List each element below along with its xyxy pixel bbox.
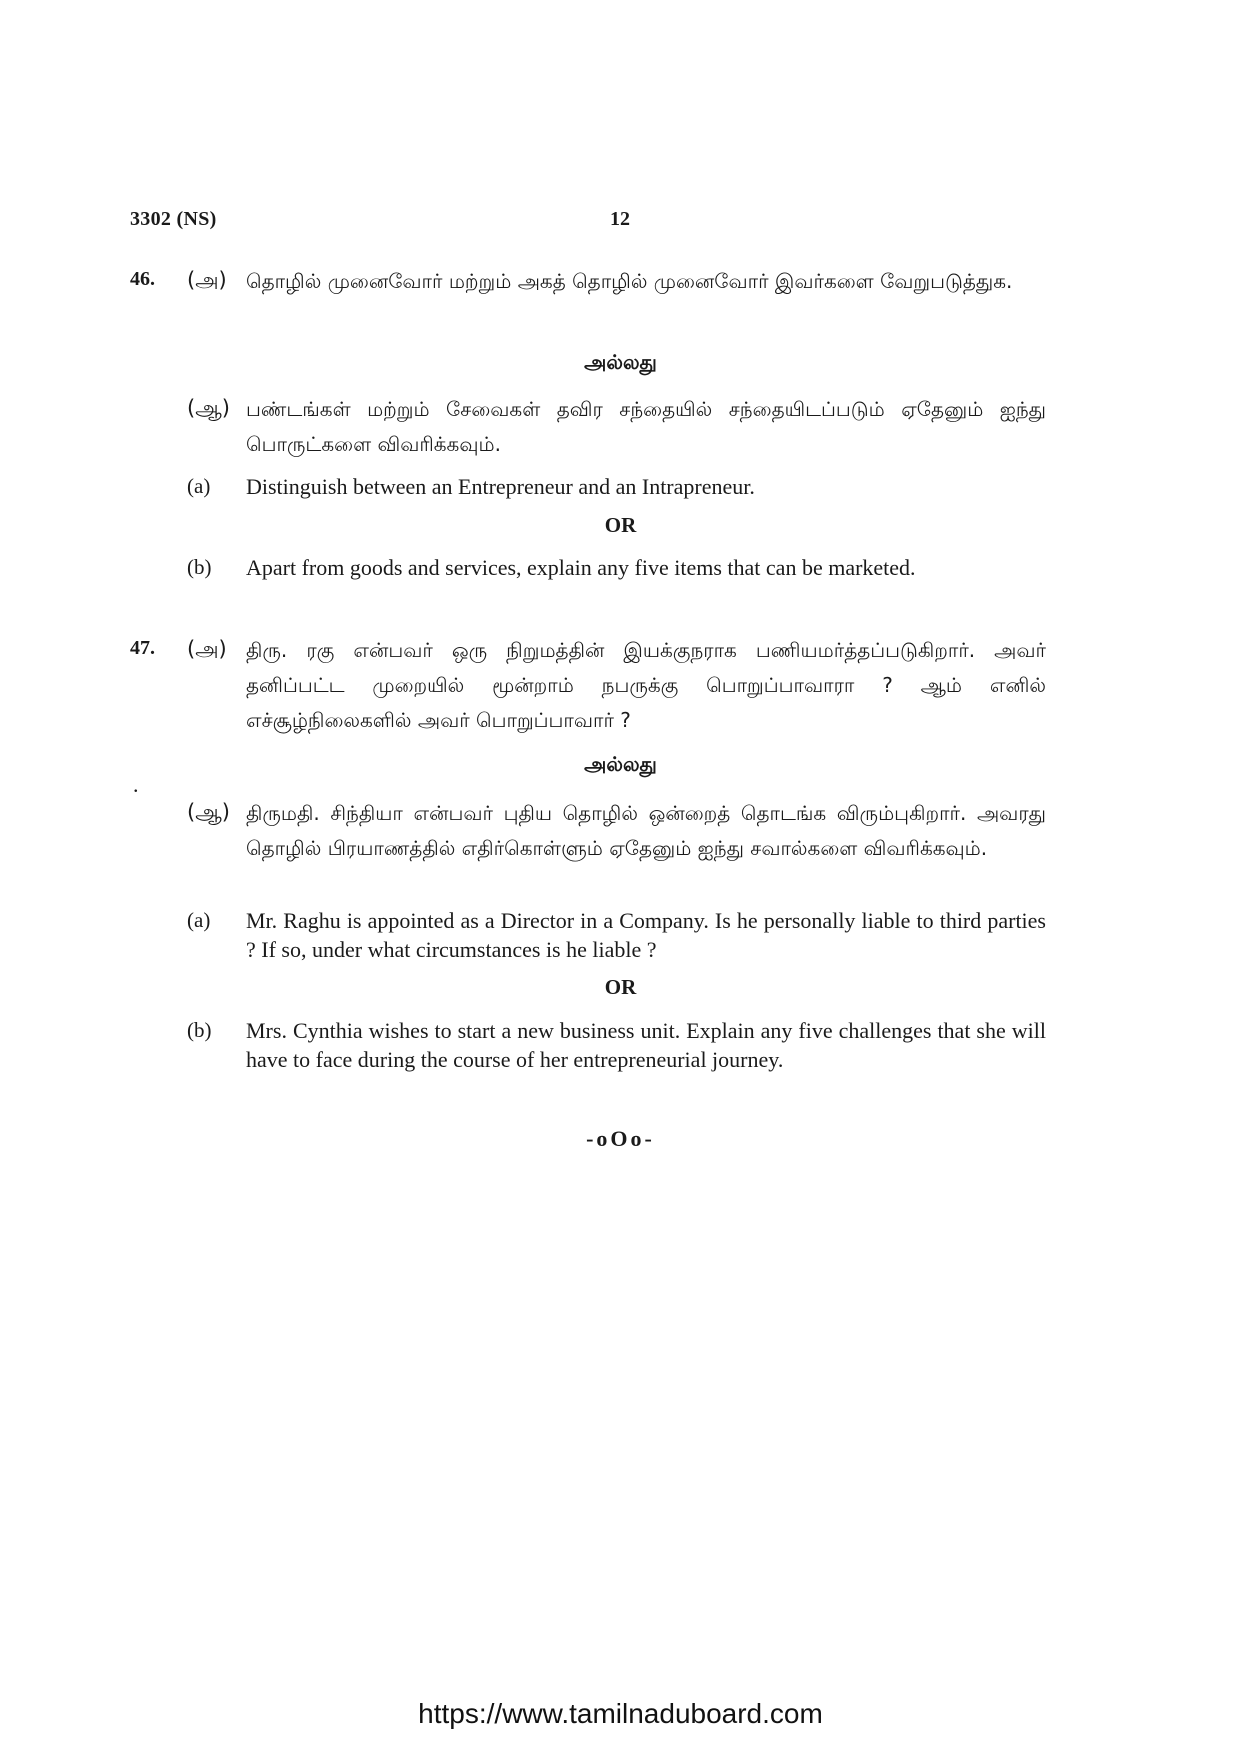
question-47-number: 47. [130,637,155,659]
question-46-ta-a-marker: (அ) [187,268,227,292]
question-47-ta-a-text: திரு. ரகு என்பவர் ஒரு நிறுமத்தின் இயக்குநராக பணியமர்த்தப்படுகிறார். அவர் தனிப்பட்ட முறையில் மூன்றாம் நபருக்கு பொறுப்பாவாரா ? ஆம் எனில் எச்சூழ்நிலைகளில் அவர் பொறுப்பாவார் ? [246,638,1046,732]
footer-url: https://www.tamilnaduboard.com [418,1698,823,1729]
question-46-en-a-marker: (a) [187,474,211,498]
question-paper-code: 3302 (NS) [130,208,217,230]
question-47-en-b-text: Mrs. Cynthia wishes to start a new business unit. Explain any five challenges that she will have to face during the course of her entrepreneurial journey. [246,1018,1046,1072]
question-47-ta-b-marker: (ஆ) [187,800,230,824]
question-46-en-a-text: Distinguish between an Entrepreneur and an Intrapreneur. [246,474,755,499]
question-46-en-b-marker: (b) [187,555,212,579]
question-46-number: 46. [130,268,155,290]
question-47-ta-a-marker: (அ) [187,637,227,661]
question-47-en-a-text: Mr. Raghu is appointed as a Director in a Company. Is he personally liable to third parties ? If so, under what circumstances is he liable ? [246,908,1046,962]
question-47-ta-b-text: திருமதி. சிந்தியா என்பவர் புதிய தொழில் ஒன்றைத் தொடங்க விரும்புகிறார். அவரது தொழில் பிரயாணத்தில் எதிர்கொள்ளும் ஏதேனும் ஐந்து சவால்களை விவரிக்கவும். [246,801,1046,860]
question-46-ta-b-text: பண்டங்கள் மற்றும் சேவைகள் தவிர சந்தையில் சந்தையிடப்படும் ஏதேனும் ஐந்து பொருட்களை விவரிக்கவும். [246,397,1046,456]
question-46-ta-or: அல்லது [584,350,657,374]
question-46-ta-a-text: தொழில் முனைவோர் மற்றும் அகத் தொழில் முனைவோர் இவர்களை வேறுபடுத்துக. [246,269,1013,293]
end-of-paper-mark: -oOo- [586,1126,655,1151]
question-46-en-b-text: Apart from goods and services, explain any five items that can be marketed. [246,555,916,580]
question-47-en-a-marker: (a) [187,908,211,932]
question-46-ta-b-marker: (ஆ) [187,396,230,420]
question-47-en-or: OR [604,975,637,999]
question-47-en-b-marker: (b) [187,1018,212,1042]
question-47-ta-or: அல்லது [584,752,657,776]
stray-mark: . [133,772,139,797]
page-number: 12 [610,208,630,230]
question-46-en-or: OR [604,513,637,537]
